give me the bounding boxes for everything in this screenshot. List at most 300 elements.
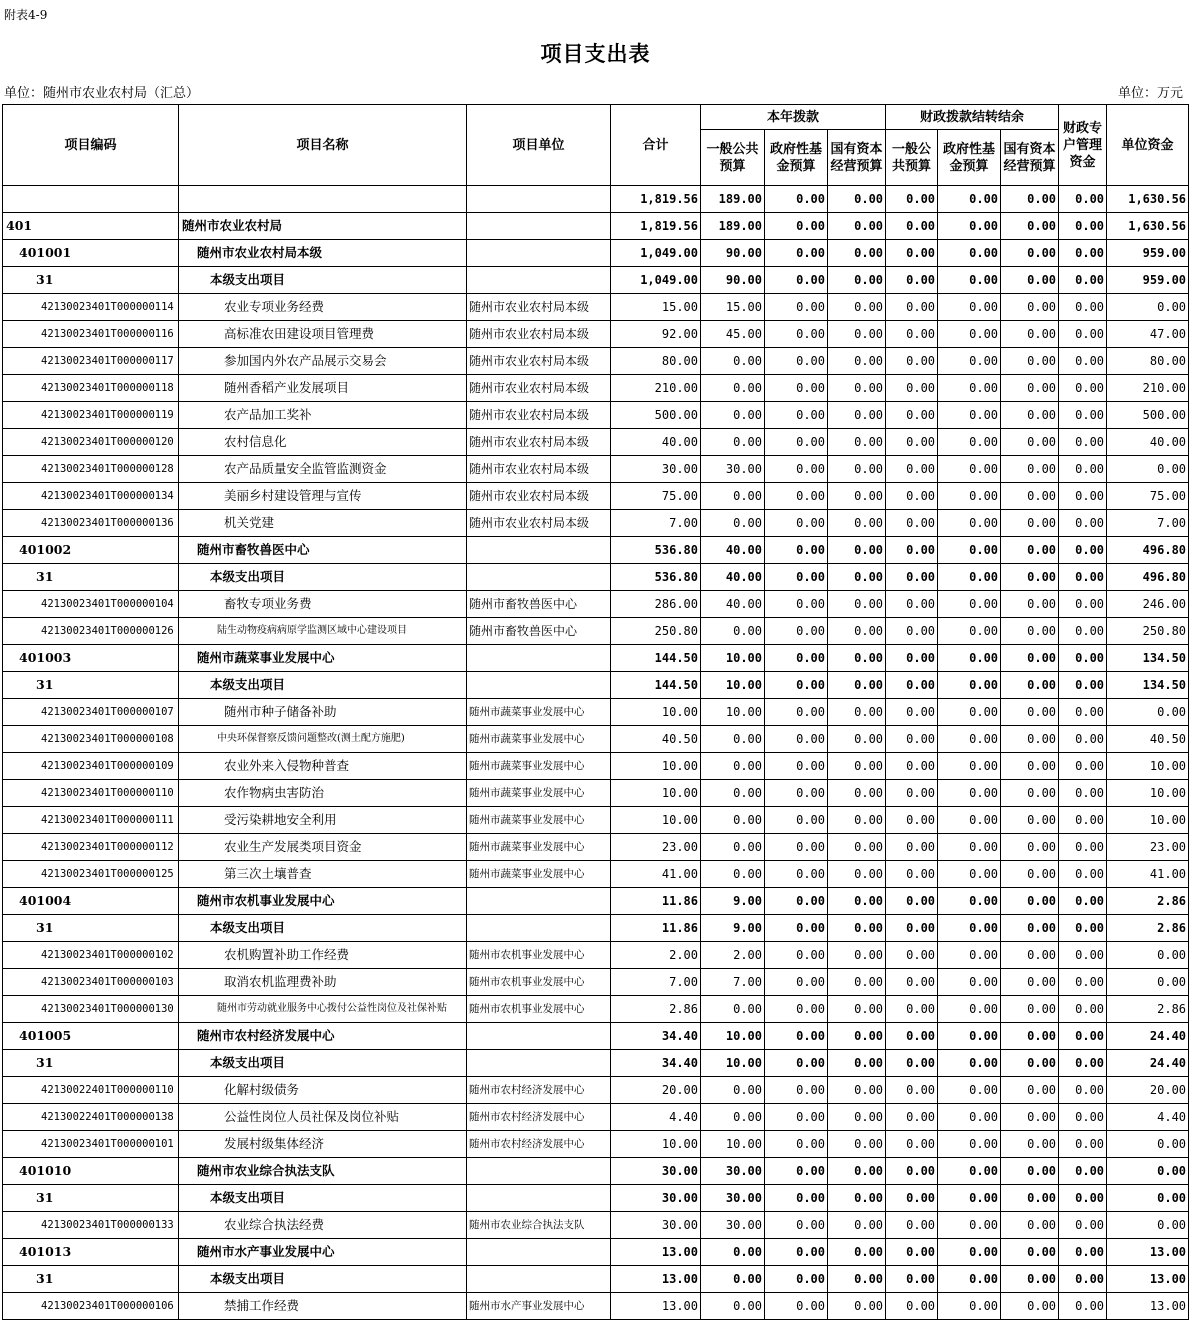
cell-fund-budget: 0.00 — [765, 942, 828, 969]
cell-total: 20.00 — [611, 1077, 701, 1104]
cell-special-account: 0.00 — [1059, 672, 1107, 699]
cell-project-code: 401001 — [3, 240, 179, 267]
table-row — [3, 240, 1189, 267]
cell-project-code: 31 — [3, 672, 179, 699]
cell-fund-budget: 0.00 — [765, 456, 828, 483]
cell-fund-budget: 0.00 — [765, 672, 828, 699]
cell-project-name: 本级支出项目 — [179, 564, 467, 591]
table-row — [3, 834, 1189, 861]
cell-total: 41.00 — [611, 861, 701, 888]
cell-project-unit — [467, 1266, 611, 1293]
cell-own-funds: 0.00 — [1107, 942, 1189, 969]
cell-project-name: 随州市农业农村局 — [179, 213, 467, 240]
cell-project-code: 42130023401T000000118 — [3, 375, 179, 402]
cell-project-code: 401004 — [3, 888, 179, 915]
cell-own-funds: 0.00 — [1107, 1131, 1189, 1158]
cell-own-funds: 2.86 — [1107, 888, 1189, 915]
cell-general-budget: 0.00 — [701, 726, 765, 753]
cell-general-budget: 40.00 — [701, 537, 765, 564]
cell-project-name: 随州市种子储备补助 — [179, 699, 467, 726]
cell-fund-budget-carry: 0.00 — [938, 240, 1001, 267]
cell-general-budget-carry: 0.00 — [886, 1239, 938, 1266]
cell-capital-budget: 0.00 — [828, 375, 886, 402]
cell-project-unit: 随州市农业农村局本级 — [467, 294, 611, 321]
cell-special-account: 0.00 — [1059, 1239, 1107, 1266]
cell-capital-budget: 0.00 — [828, 1293, 886, 1320]
cell-total: 75.00 — [611, 483, 701, 510]
cell-own-funds: 24.40 — [1107, 1050, 1189, 1077]
cell-total: 30.00 — [611, 1158, 701, 1185]
cell-general-budget: 10.00 — [701, 1131, 765, 1158]
header-sub-fund-budget-carry: 政府性基金预算 — [938, 130, 1001, 186]
cell-general-budget-carry: 0.00 — [886, 1293, 938, 1320]
cell-general-budget-carry: 0.00 — [886, 780, 938, 807]
cell-project-unit — [467, 672, 611, 699]
cell-own-funds: 246.00 — [1107, 591, 1189, 618]
cell-special-account: 0.00 — [1059, 402, 1107, 429]
cell-general-budget: 0.00 — [701, 780, 765, 807]
header-sub-capital-budget: 国有资本经营预算 — [828, 130, 886, 186]
table-row — [3, 591, 1189, 618]
cell-total: 11.86 — [611, 888, 701, 915]
table-row — [3, 1131, 1189, 1158]
cell-fund-budget-carry: 0.00 — [938, 564, 1001, 591]
cell-general-budget: 2.00 — [701, 942, 765, 969]
table-body — [3, 186, 1189, 1320]
cell-capital-budget-carry: 0.00 — [1001, 1077, 1059, 1104]
cell-general-budget-carry: 0.00 — [886, 1212, 938, 1239]
cell-capital-budget-carry: 0.00 — [1001, 1293, 1059, 1320]
cell-general-budget: 0.00 — [701, 375, 765, 402]
cell-own-funds: 13.00 — [1107, 1266, 1189, 1293]
cell-own-funds: 0.00 — [1107, 1158, 1189, 1185]
cell-project-code: 42130023401T000000103 — [3, 969, 179, 996]
cell-general-budget-carry: 0.00 — [886, 1185, 938, 1212]
cell-own-funds: 1,630.56 — [1107, 186, 1189, 213]
cell-own-funds: 10.00 — [1107, 753, 1189, 780]
cell-fund-budget-carry: 0.00 — [938, 1104, 1001, 1131]
cell-fund-budget: 0.00 — [765, 348, 828, 375]
document-label: 附表4-9 — [4, 8, 48, 22]
cell-project-code: 42130023401T000000106 — [3, 1293, 179, 1320]
table-row — [3, 996, 1189, 1023]
cell-special-account: 0.00 — [1059, 1212, 1107, 1239]
cell-project-unit: 随州市水产事业发展中心 — [467, 1293, 611, 1320]
cell-capital-budget: 0.00 — [828, 753, 886, 780]
cell-project-name: 第三次土壤普查 — [179, 861, 467, 888]
table-row — [3, 861, 1189, 888]
cell-fund-budget-carry: 0.00 — [938, 1023, 1001, 1050]
cell-own-funds: 1,630.56 — [1107, 213, 1189, 240]
cell-project-code: 42130023401T000000125 — [3, 861, 179, 888]
cell-own-funds: 250.80 — [1107, 618, 1189, 645]
cell-capital-budget-carry: 0.00 — [1001, 699, 1059, 726]
cell-project-name: 随州市水产事业发展中心 — [179, 1239, 467, 1266]
cell-general-budget-carry: 0.00 — [886, 888, 938, 915]
cell-capital-budget-carry: 0.00 — [1001, 456, 1059, 483]
cell-general-budget-carry: 0.00 — [886, 1023, 938, 1050]
cell-fund-budget: 0.00 — [765, 780, 828, 807]
cell-fund-budget-carry: 0.00 — [938, 618, 1001, 645]
cell-own-funds: 0.00 — [1107, 969, 1189, 996]
cell-fund-budget: 0.00 — [765, 618, 828, 645]
cell-own-funds: 2.86 — [1107, 915, 1189, 942]
cell-general-budget-carry: 0.00 — [886, 456, 938, 483]
cell-capital-budget: 0.00 — [828, 1077, 886, 1104]
cell-own-funds: 500.00 — [1107, 402, 1189, 429]
cell-fund-budget-carry: 0.00 — [938, 780, 1001, 807]
cell-general-budget-carry: 0.00 — [886, 969, 938, 996]
cell-project-name: 随州市农机事业发展中心 — [179, 888, 467, 915]
table-row — [3, 1185, 1189, 1212]
cell-capital-budget-carry: 0.00 — [1001, 402, 1059, 429]
cell-capital-budget: 0.00 — [828, 834, 886, 861]
header-sub-general-budget-carry: 一般公共预算 — [886, 130, 938, 186]
table-row — [3, 1077, 1189, 1104]
cell-project-unit: 随州市农业农村局本级 — [467, 483, 611, 510]
cell-project-name: 农作物病虫害防治 — [179, 780, 467, 807]
cell-fund-budget-carry: 0.00 — [938, 1212, 1001, 1239]
cell-capital-budget: 0.00 — [828, 1158, 886, 1185]
cell-fund-budget: 0.00 — [765, 888, 828, 915]
table-row — [3, 1050, 1189, 1077]
cell-general-budget-carry: 0.00 — [886, 321, 938, 348]
cell-project-unit: 随州市蔬菜事业发展中心 — [467, 726, 611, 753]
cell-general-budget-carry: 0.00 — [886, 672, 938, 699]
cell-special-account: 0.00 — [1059, 213, 1107, 240]
cell-fund-budget: 0.00 — [765, 240, 828, 267]
cell-project-unit: 随州市蔬菜事业发展中心 — [467, 753, 611, 780]
cell-total: 286.00 — [611, 591, 701, 618]
cell-project-unit: 随州市农业农村局本级 — [467, 456, 611, 483]
cell-capital-budget-carry: 0.00 — [1001, 753, 1059, 780]
cell-general-budget: 0.00 — [701, 996, 765, 1023]
cell-general-budget: 30.00 — [701, 456, 765, 483]
cell-general-budget: 0.00 — [701, 1266, 765, 1293]
cell-general-budget-carry: 0.00 — [886, 267, 938, 294]
table-row — [3, 294, 1189, 321]
header-group-current-year: 本年拨款 — [701, 105, 886, 130]
cell-special-account: 0.00 — [1059, 888, 1107, 915]
cell-project-name: 农村信息化 — [179, 429, 467, 456]
cell-special-account: 0.00 — [1059, 240, 1107, 267]
cell-capital-budget-carry: 0.00 — [1001, 294, 1059, 321]
cell-total: 40.00 — [611, 429, 701, 456]
cell-special-account: 0.00 — [1059, 1158, 1107, 1185]
cell-project-name: 随州市劳动就业服务中心拨付公益性岗位及社保补贴 — [179, 996, 467, 1023]
cell-own-funds: 959.00 — [1107, 267, 1189, 294]
table-row — [3, 645, 1189, 672]
cell-general-budget: 30.00 — [701, 1158, 765, 1185]
cell-project-code: 31 — [3, 1185, 179, 1212]
cell-capital-budget: 0.00 — [828, 915, 886, 942]
cell-general-budget: 0.00 — [701, 510, 765, 537]
cell-project-name: 取消农机监理费补助 — [179, 969, 467, 996]
cell-project-code: 42130022401T000000110 — [3, 1077, 179, 1104]
cell-fund-budget-carry: 0.00 — [938, 456, 1001, 483]
cell-general-budget-carry: 0.00 — [886, 240, 938, 267]
cell-general-budget: 0.00 — [701, 861, 765, 888]
cell-total: 1,819.56 — [611, 186, 701, 213]
cell-project-name: 美丽乡村建设管理与宣传 — [179, 483, 467, 510]
cell-capital-budget: 0.00 — [828, 699, 886, 726]
cell-capital-budget: 0.00 — [828, 672, 886, 699]
cell-project-unit: 随州市蔬菜事业发展中心 — [467, 780, 611, 807]
cell-project-name: 本级支出项目 — [179, 267, 467, 294]
cell-capital-budget: 0.00 — [828, 213, 886, 240]
cell-project-unit: 随州市农村经济发展中心 — [467, 1131, 611, 1158]
cell-total: 144.50 — [611, 645, 701, 672]
cell-project-code: 42130023401T000000108 — [3, 726, 179, 753]
cell-capital-budget-carry: 0.00 — [1001, 888, 1059, 915]
cell-fund-budget: 0.00 — [765, 753, 828, 780]
cell-project-code: 42130023401T000000117 — [3, 348, 179, 375]
cell-own-funds: 41.00 — [1107, 861, 1189, 888]
cell-project-name: 机关党建 — [179, 510, 467, 537]
cell-general-budget-carry: 0.00 — [886, 1266, 938, 1293]
cell-general-budget-carry: 0.00 — [886, 753, 938, 780]
cell-project-name: 禁捕工作经费 — [179, 1293, 467, 1320]
cell-capital-budget-carry: 0.00 — [1001, 213, 1059, 240]
cell-capital-budget-carry: 0.00 — [1001, 537, 1059, 564]
cell-capital-budget-carry: 0.00 — [1001, 1131, 1059, 1158]
table-row — [3, 510, 1189, 537]
cell-project-code: 42130023401T000000128 — [3, 456, 179, 483]
cell-project-code: 401 — [3, 213, 179, 240]
cell-capital-budget-carry: 0.00 — [1001, 942, 1059, 969]
cell-capital-budget-carry: 0.00 — [1001, 726, 1059, 753]
cell-general-budget: 9.00 — [701, 915, 765, 942]
cell-general-budget-carry: 0.00 — [886, 1050, 938, 1077]
cell-fund-budget: 0.00 — [765, 915, 828, 942]
cell-general-budget-carry: 0.00 — [886, 213, 938, 240]
cell-total: 13.00 — [611, 1239, 701, 1266]
cell-project-unit: 随州市畜牧兽医中心 — [467, 591, 611, 618]
cell-capital-budget-carry: 0.00 — [1001, 186, 1059, 213]
cell-project-code: 42130023401T000000136 — [3, 510, 179, 537]
header-special-account: 财政专户管理资金 — [1059, 105, 1107, 186]
cell-project-code: 42130022401T000000138 — [3, 1104, 179, 1131]
cell-fund-budget: 0.00 — [765, 537, 828, 564]
cell-project-code: 42130023401T000000119 — [3, 402, 179, 429]
cell-fund-budget: 0.00 — [765, 213, 828, 240]
cell-own-funds: 20.00 — [1107, 1077, 1189, 1104]
cell-general-budget: 0.00 — [701, 753, 765, 780]
cell-fund-budget: 0.00 — [765, 1212, 828, 1239]
cell-general-budget-carry: 0.00 — [886, 1104, 938, 1131]
cell-project-unit: 随州市农村经济发展中心 — [467, 1077, 611, 1104]
cell-project-unit — [467, 564, 611, 591]
cell-special-account: 0.00 — [1059, 321, 1107, 348]
cell-project-unit — [467, 1023, 611, 1050]
header-unit: 项目单位 — [467, 105, 611, 186]
cell-capital-budget-carry: 0.00 — [1001, 483, 1059, 510]
cell-capital-budget: 0.00 — [828, 321, 886, 348]
cell-capital-budget: 0.00 — [828, 429, 886, 456]
table-row — [3, 672, 1189, 699]
cell-project-code: 42130023401T000000104 — [3, 591, 179, 618]
cell-project-name: 化解村级债务 — [179, 1077, 467, 1104]
cell-fund-budget-carry: 0.00 — [938, 861, 1001, 888]
cell-fund-budget-carry: 0.00 — [938, 321, 1001, 348]
cell-fund-budget: 0.00 — [765, 834, 828, 861]
cell-general-budget: 0.00 — [701, 1293, 765, 1320]
cell-fund-budget: 0.00 — [765, 699, 828, 726]
cell-total: 250.80 — [611, 618, 701, 645]
cell-project-code: 42130023401T000000134 — [3, 483, 179, 510]
cell-total: 1,049.00 — [611, 267, 701, 294]
cell-project-name: 本级支出项目 — [179, 1050, 467, 1077]
cell-capital-budget-carry: 0.00 — [1001, 996, 1059, 1023]
cell-capital-budget-carry: 0.00 — [1001, 1185, 1059, 1212]
cell-project-unit: 随州市农业农村局本级 — [467, 402, 611, 429]
cell-fund-budget-carry: 0.00 — [938, 510, 1001, 537]
cell-own-funds: 959.00 — [1107, 240, 1189, 267]
cell-fund-budget-carry: 0.00 — [938, 969, 1001, 996]
cell-project-name: 农业综合执法经费 — [179, 1212, 467, 1239]
cell-special-account: 0.00 — [1059, 564, 1107, 591]
cell-capital-budget-carry: 0.00 — [1001, 429, 1059, 456]
cell-fund-budget-carry: 0.00 — [938, 753, 1001, 780]
cell-own-funds: 0.00 — [1107, 456, 1189, 483]
cell-total: 144.50 — [611, 672, 701, 699]
cell-capital-budget-carry: 0.00 — [1001, 267, 1059, 294]
cell-general-budget-carry: 0.00 — [886, 618, 938, 645]
cell-fund-budget: 0.00 — [765, 429, 828, 456]
cell-total: 10.00 — [611, 753, 701, 780]
cell-fund-budget: 0.00 — [765, 969, 828, 996]
cell-project-unit — [467, 1050, 611, 1077]
header-name: 项目名称 — [179, 105, 467, 186]
cell-total: 11.86 — [611, 915, 701, 942]
cell-project-unit — [467, 213, 611, 240]
cell-project-unit: 随州市蔬菜事业发展中心 — [467, 861, 611, 888]
cell-capital-budget-carry: 0.00 — [1001, 375, 1059, 402]
cell-total: 15.00 — [611, 294, 701, 321]
project-expenditure-table — [2, 104, 1189, 1320]
cell-capital-budget: 0.00 — [828, 996, 886, 1023]
cell-project-code: 31 — [3, 1050, 179, 1077]
cell-fund-budget-carry: 0.00 — [938, 1077, 1001, 1104]
cell-project-code: 42130023401T000000120 — [3, 429, 179, 456]
table-row — [3, 456, 1189, 483]
cell-total: 34.40 — [611, 1023, 701, 1050]
cell-general-budget-carry: 0.00 — [886, 537, 938, 564]
cell-special-account: 0.00 — [1059, 780, 1107, 807]
cell-own-funds: 210.00 — [1107, 375, 1189, 402]
cell-fund-budget-carry: 0.00 — [938, 888, 1001, 915]
cell-own-funds: 4.40 — [1107, 1104, 1189, 1131]
cell-total: 30.00 — [611, 456, 701, 483]
cell-project-unit: 随州市农业农村局本级 — [467, 375, 611, 402]
cell-special-account: 0.00 — [1059, 1266, 1107, 1293]
cell-fund-budget: 0.00 — [765, 807, 828, 834]
cell-general-budget-carry: 0.00 — [886, 1077, 938, 1104]
cell-fund-budget-carry: 0.00 — [938, 834, 1001, 861]
cell-general-budget-carry: 0.00 — [886, 402, 938, 429]
cell-project-name: 农业专项业务经费 — [179, 294, 467, 321]
cell-project-name: 畜牧专项业务费 — [179, 591, 467, 618]
cell-project-name: 中央环保督察反馈问题整改(测土配方施肥) — [179, 726, 467, 753]
cell-fund-budget-carry: 0.00 — [938, 267, 1001, 294]
cell-own-funds: 40.50 — [1107, 726, 1189, 753]
cell-project-code: 42130023401T000000101 — [3, 1131, 179, 1158]
cell-special-account: 0.00 — [1059, 969, 1107, 996]
cell-capital-budget: 0.00 — [828, 510, 886, 537]
cell-fund-budget: 0.00 — [765, 1023, 828, 1050]
cell-project-name — [179, 186, 467, 213]
cell-general-budget-carry: 0.00 — [886, 834, 938, 861]
cell-total: 34.40 — [611, 1050, 701, 1077]
cell-capital-budget-carry: 0.00 — [1001, 861, 1059, 888]
table-row — [3, 213, 1189, 240]
cell-project-unit — [467, 1185, 611, 1212]
cell-project-unit — [467, 267, 611, 294]
cell-capital-budget: 0.00 — [828, 780, 886, 807]
cell-total: 2.00 — [611, 942, 701, 969]
cell-project-unit: 随州市农业农村局本级 — [467, 348, 611, 375]
cell-capital-budget: 0.00 — [828, 483, 886, 510]
cell-special-account: 0.00 — [1059, 942, 1107, 969]
table-row — [3, 537, 1189, 564]
cell-fund-budget-carry: 0.00 — [938, 375, 1001, 402]
cell-capital-budget: 0.00 — [828, 402, 886, 429]
cell-project-unit: 随州市农业农村局本级 — [467, 429, 611, 456]
cell-general-budget-carry: 0.00 — [886, 645, 938, 672]
cell-capital-budget: 0.00 — [828, 564, 886, 591]
cell-capital-budget: 0.00 — [828, 1050, 886, 1077]
cell-project-name: 随州市农业农村局本级 — [179, 240, 467, 267]
cell-fund-budget-carry: 0.00 — [938, 645, 1001, 672]
table-row — [3, 807, 1189, 834]
cell-general-budget-carry: 0.00 — [886, 861, 938, 888]
cell-fund-budget-carry: 0.00 — [938, 915, 1001, 942]
cell-fund-budget: 0.00 — [765, 861, 828, 888]
cell-own-funds: 7.00 — [1107, 510, 1189, 537]
cell-general-budget: 189.00 — [701, 213, 765, 240]
cell-total: 536.80 — [611, 564, 701, 591]
cell-capital-budget-carry: 0.00 — [1001, 618, 1059, 645]
cell-own-funds: 0.00 — [1107, 294, 1189, 321]
cell-fund-budget: 0.00 — [765, 402, 828, 429]
cell-general-budget: 0.00 — [701, 807, 765, 834]
cell-fund-budget-carry: 0.00 — [938, 1266, 1001, 1293]
cell-capital-budget-carry: 0.00 — [1001, 834, 1059, 861]
cell-fund-budget-carry: 0.00 — [938, 213, 1001, 240]
table-row — [3, 267, 1189, 294]
cell-total: 10.00 — [611, 699, 701, 726]
cell-capital-budget: 0.00 — [828, 618, 886, 645]
cell-general-budget-carry: 0.00 — [886, 726, 938, 753]
cell-project-unit — [467, 915, 611, 942]
cell-capital-budget: 0.00 — [828, 726, 886, 753]
cell-general-budget: 9.00 — [701, 888, 765, 915]
cell-capital-budget: 0.00 — [828, 1212, 886, 1239]
table-row — [3, 1104, 1189, 1131]
cell-fund-budget: 0.00 — [765, 483, 828, 510]
cell-project-name: 随州市农村经济发展中心 — [179, 1023, 467, 1050]
cell-project-unit — [467, 240, 611, 267]
cell-general-budget: 189.00 — [701, 186, 765, 213]
cell-project-name: 本级支出项目 — [179, 1266, 467, 1293]
cell-general-budget: 10.00 — [701, 1023, 765, 1050]
cell-project-code: 401005 — [3, 1023, 179, 1050]
cell-total: 536.80 — [611, 537, 701, 564]
cell-fund-budget: 0.00 — [765, 1050, 828, 1077]
cell-general-budget: 0.00 — [701, 1239, 765, 1266]
cell-capital-budget-carry: 0.00 — [1001, 969, 1059, 996]
header-code: 项目编码 — [3, 105, 179, 186]
